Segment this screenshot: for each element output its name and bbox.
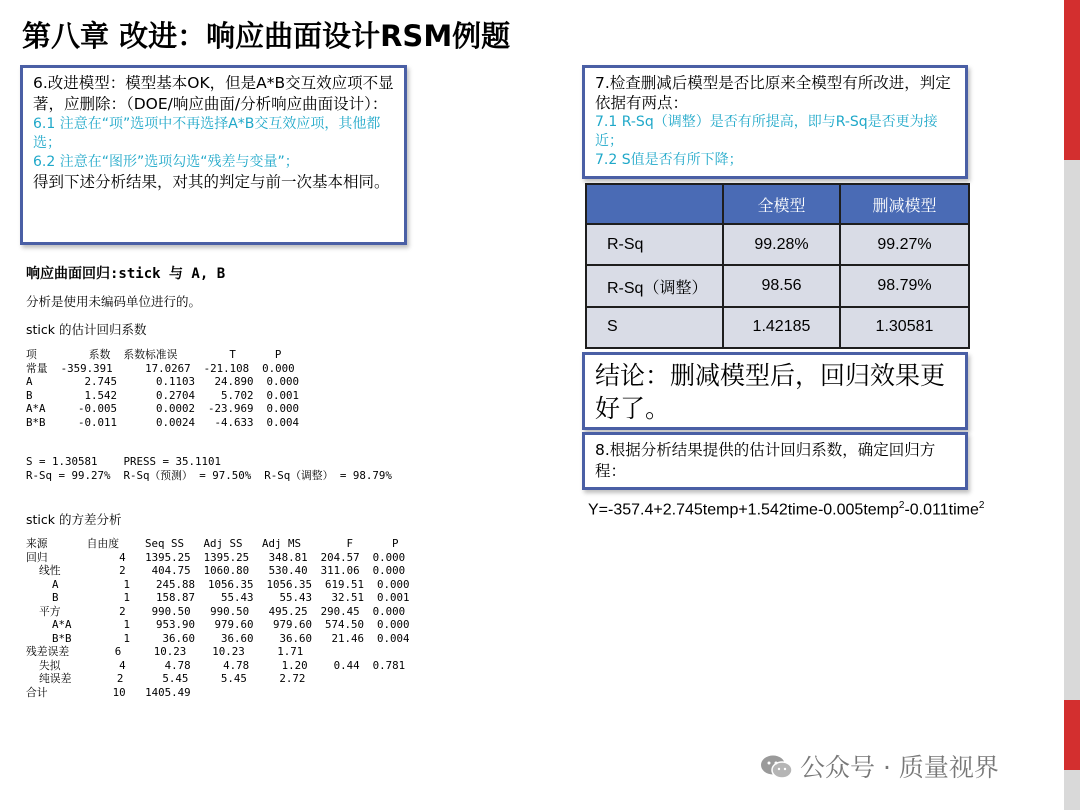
step6-box: [20, 65, 407, 245]
table-cell: 98.79%: [840, 265, 969, 306]
right-edge-accent-bottom: [1064, 700, 1080, 770]
table-cell: 1.42185: [723, 307, 840, 348]
equation-exp1: 2: [898, 500, 905, 511]
comparison-table: [585, 183, 970, 349]
conclusion-box: [582, 352, 968, 430]
watermark-text: 公众号 · 质量视界: [800, 753, 999, 782]
watermark: [760, 748, 999, 784]
anova-heading: stick 的方差分析: [26, 512, 122, 527]
output-heading: 响应曲面回归:stick 与 A, B: [26, 266, 226, 282]
step8-text: 8.根据分析结果提供的估计回归系数，确定回归方程：: [595, 441, 936, 480]
table-cell: 98.56: [723, 265, 840, 306]
step7-box: [582, 65, 968, 179]
wechat-icon: [760, 754, 794, 780]
equation-part1: Y=-357.4+2.745temp+1.542time-0.005temp: [588, 501, 899, 519]
table-cell: R-Sq: [586, 224, 723, 265]
table-cell: S: [586, 307, 723, 348]
table-header-row: [586, 184, 969, 224]
output-note-units: 分析是使用未编码单位进行的。: [26, 294, 202, 309]
table-cell: 99.27%: [840, 224, 969, 265]
table-header-cell: [586, 184, 723, 224]
table-row: [586, 224, 969, 265]
table-cell: 1.30581: [840, 307, 969, 348]
page-title: 第八章 改进：响应曲面设计RSM例题: [22, 19, 511, 53]
table-row: [586, 265, 969, 306]
table-header-cell: 全模型: [723, 184, 840, 224]
output-note-coef: stick 的估计回归系数: [26, 322, 147, 337]
step6-tip2: 6.2 注意在“图形”选项勾选“残差与变量”；: [33, 154, 299, 170]
step7-tip1: 7.1 R-Sq（调整）是否有所提高，即与R-Sq是否更为接近；: [595, 114, 938, 149]
step6-tail-text: 得到下述分析结果，对其的判定与前一次基本相同。: [33, 173, 390, 191]
table-cell: 99.28%: [723, 224, 840, 265]
equation-part2: -0.011time: [904, 501, 979, 519]
table-row: [586, 307, 969, 348]
step7-main-text: 7.检查删减后模型是否比原来全模型有所改进，判定依据有两点：: [595, 74, 951, 112]
step6-main-text: 6.改进模型：模型基本OK，但是A*B交互效应项不显著，应删除：（DOE/响应曲面/分析响应曲面设计）：: [33, 74, 394, 113]
table-cell: R-Sq（调整）: [586, 265, 723, 306]
coefficient-block: 项 系数 系数标准误 T P 常量 -359.391 17.0267 -21.108 0.000 A 2.745 0.1103 24.890 0.000 B 1.542 0.2704 5.702 0.001 A*A -0.005 0.0002 -23.969 0.000 B*B -0.011 0.0024 -4.633 0.004: [26, 348, 300, 429]
right-edge-accent-top: [1064, 0, 1080, 160]
regression-equation: [588, 500, 984, 519]
step8-box: [582, 432, 968, 490]
anova-block: 来源 自由度 Seq SS Adj SS Adj MS F P 回归 4 1395.25 1395.25 348.81 204.57 0.000 线性 2 404.75 1060.80 530.40 311.06 0.000 A 1 245.88 1056.35 1056.35 619.51 0.000 B 1 158.87 55.43 55.43 32.51 0.001 平方 2 990.50 990.50 495.25 290.45 0.000 A*A 1 953.90 979.60 979.60 574.50 0.000 B*B 1 36.60 36.60 36.60 21.46 0.004 残差误差 6 10.23 10.23 1.71 失拟 4 4.78 4.78 1.20 0.44 0.781 纯误差 2 5.45 5.45 2.72 合计 10 1405.49: [26, 537, 410, 699]
equation-exp2: 2: [978, 500, 985, 511]
fit-stats-block: S = 1.30581 PRESS = 35.1101 R-Sq = 99.27% R-Sq（预测） = 97.50% R-Sq（调整） = 98.79%: [26, 455, 392, 482]
table-header-cell: 删减模型: [840, 184, 969, 224]
step6-tip1: 6.1 注意在“项”选项中不再选择A*B交互效应项，其他都选；: [33, 116, 381, 151]
step7-tip2: 7.2 S值是否有所下降；: [595, 152, 743, 168]
conclusion-text: 结论：删减模型后，回归效果更好了。: [595, 361, 946, 423]
